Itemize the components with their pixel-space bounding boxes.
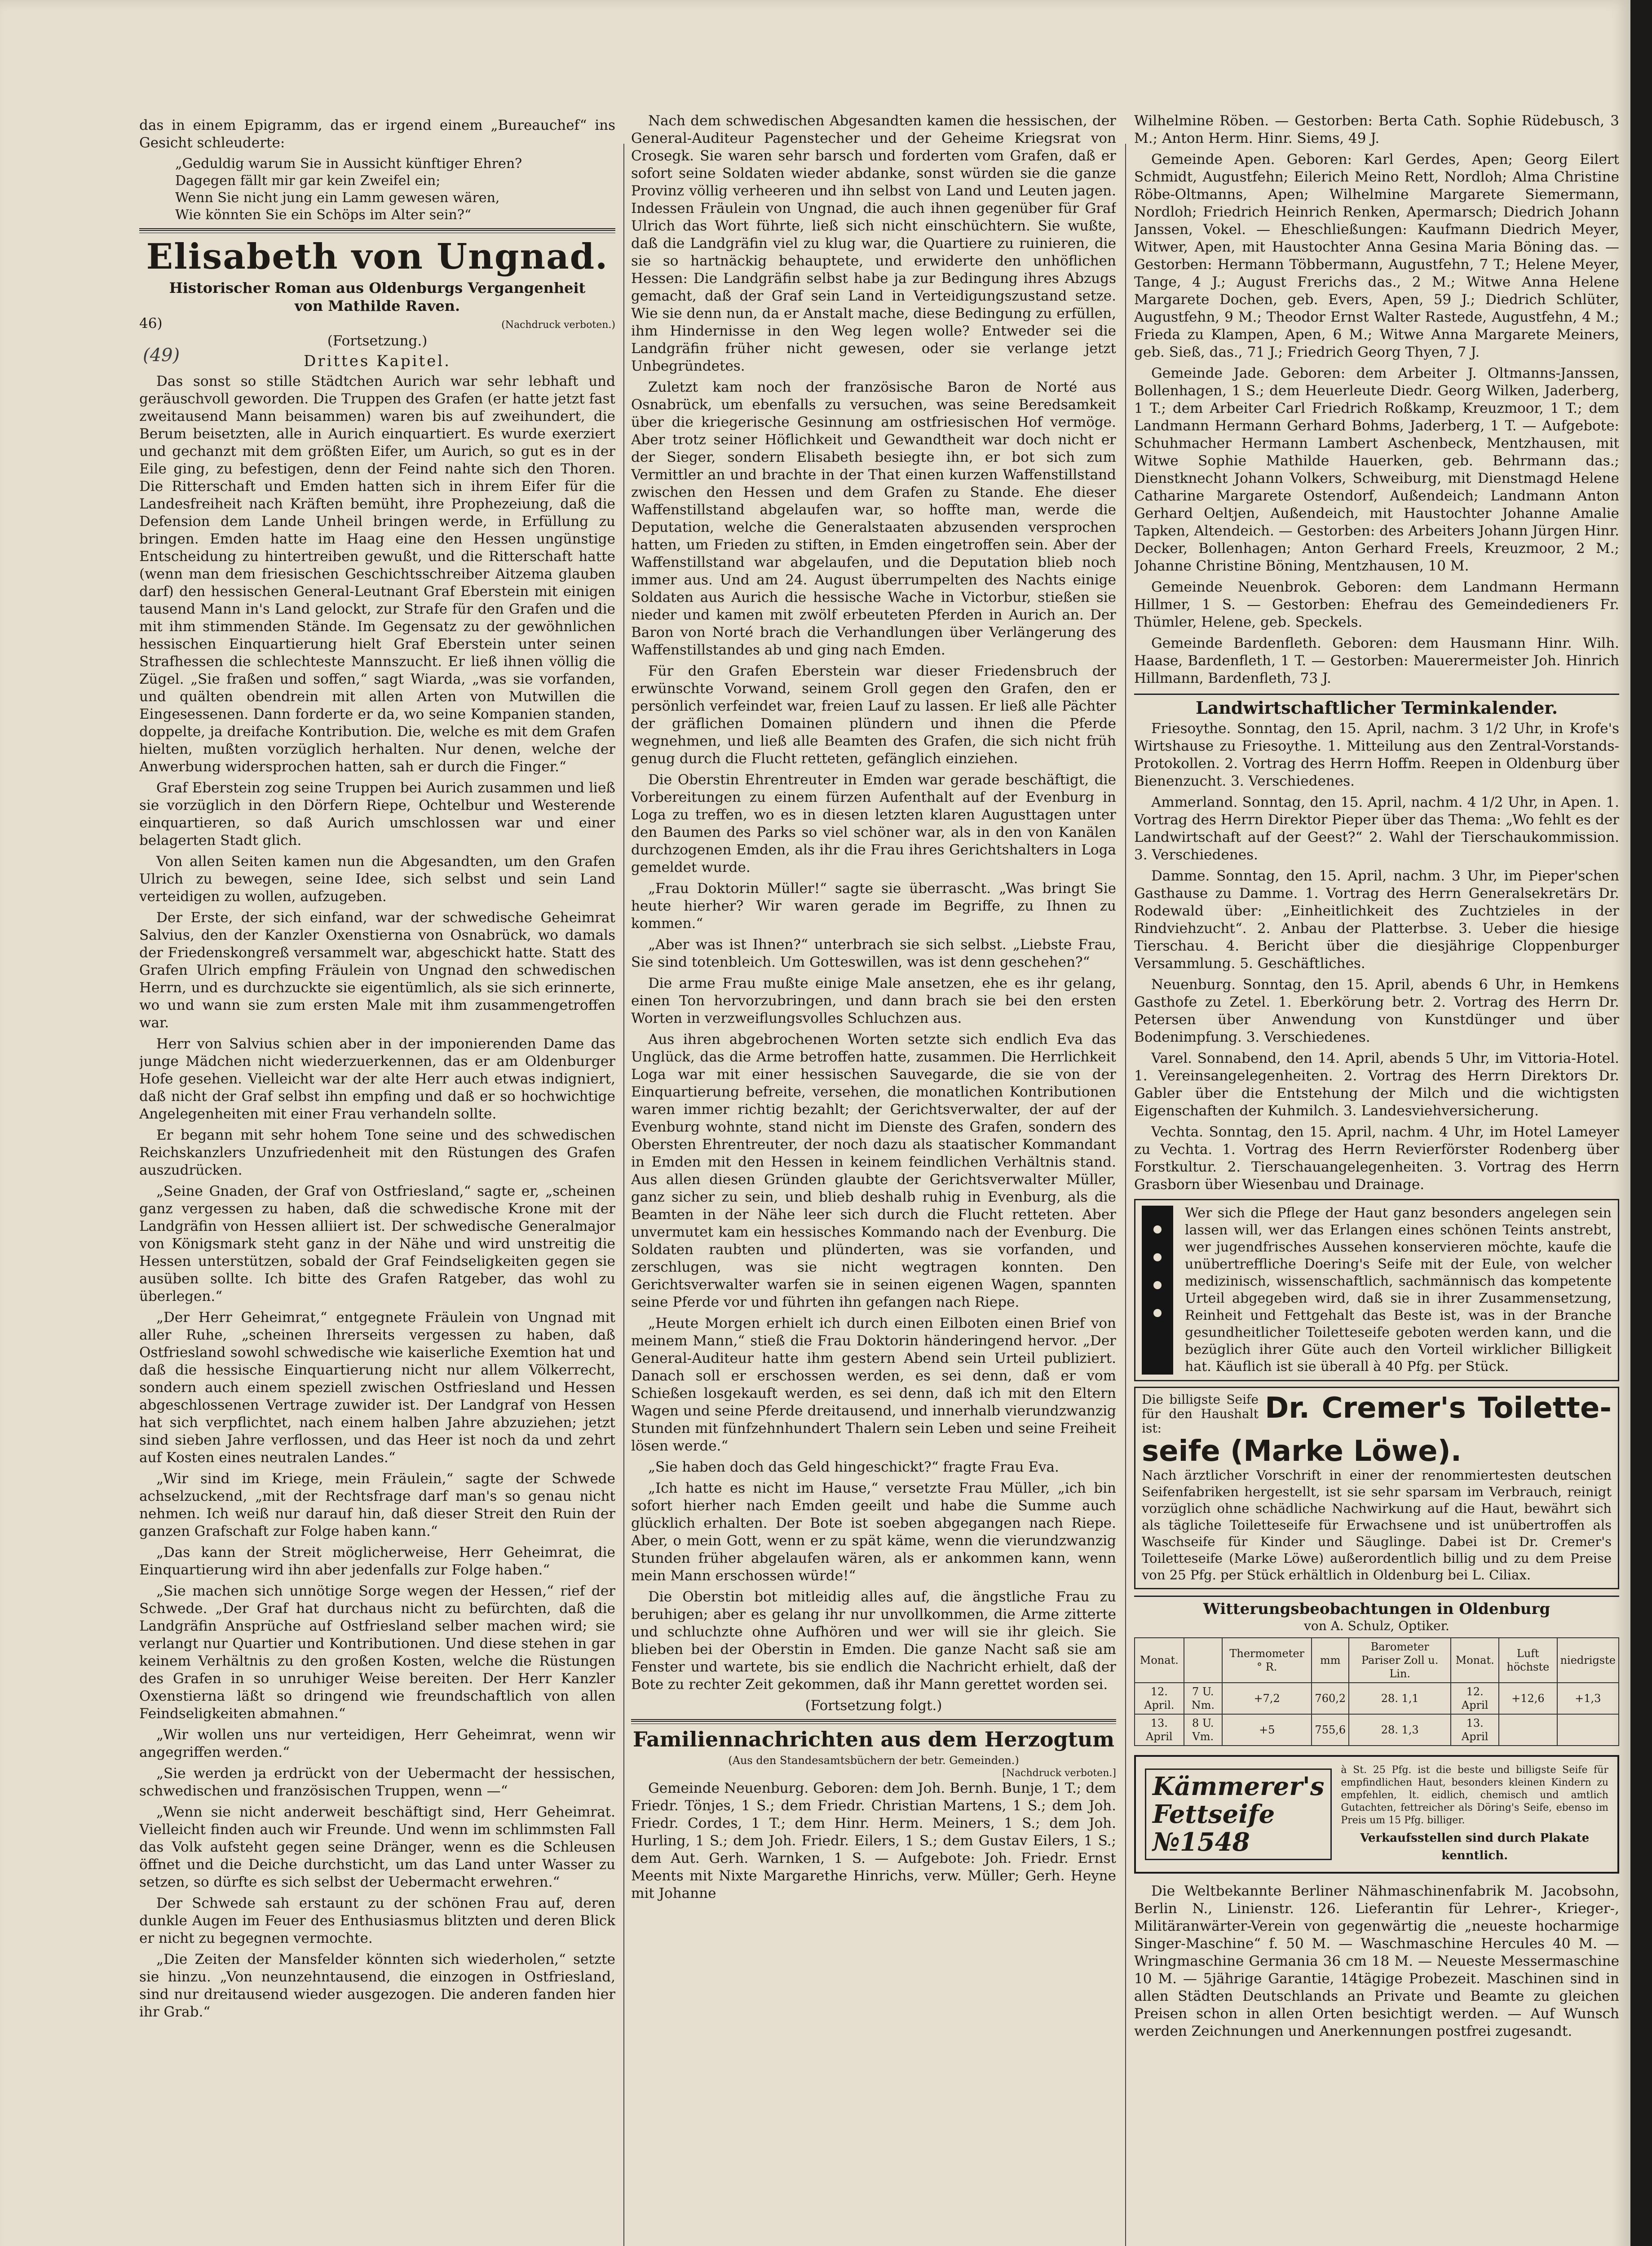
paragraph: Für den Grafen Eberstein war dieser Friedensbruch der erwünschte Vorwand, seinem Groll gegen den Grafen, den er persönlich verfeindet war, freien Lauf zu lassen. Er ließ alle Pächter der gräflichen Domainen plündern und ihnen die Pferde wegnehmen, und ließ alle Beamten des Grafen, die sich nicht früh genug durch die Flucht retteten, gefänglich einziehen. — [631, 663, 1116, 767]
calendar-entry: Damme. Sonntag, den 15. April, nachm. 3 Uhr, im Pieper'schen Gasthause zu Damme. 1. Vortrag des Herrn Generalsekretärs Dr. Rodewald über: „Einheitlichkeit des Zuchtzieles in der Rindviehzucht“. 2. Anbau der Platterbse. 3. Ueber die hiesige Tierschau. 4. Bericht über die diesjährige Cloppenburger Versammlung. 5. Geschäftliches. — [1134, 868, 1619, 972]
paragraph: Aus ihren abgebrochenen Worten setzte sich endlich Eva das Unglück, das die Arme betroffen hatte, zusammen. Die Herrlichkeit Loga war mit einer hessischen Sauvegarde, die sie von der Einquartierung befreite, versehen, die monatlichen Kontributionen waren immer richtig bezahlt; der Gerichtsverwalter, der auf der Evenburg wohnte, stand nicht im Dienste des Grafen, sondern des Obersten Ehrentreuter, der noch dazu als staatischer Kommandant in Emden mit den Hessen in keinem feindlichen Verhältnis stand. Aus allen diesen Gründen glaubte der Gerichtsverwalter Müller, ganz sicher zu sein, und blieb deshalb ruhig in Evenburg, als die Beamten in der Nähe leer sich durch die Flucht retteten. Aber unvermutet kam ein hessisches Kommando nach der Evenburg. Die Soldaten raubten und plünderten, was sie vorfanden, und zerschlugen, was sie nicht wegtragen konnten. Den Gerichtsverwalter warfen sie in seinen eigenen Wagen, spannten seine Pferde vor und führten ihn gefangen nach Riepe. — [631, 1031, 1116, 1310]
epigram-line: „Geduldig warum Sie in Aussicht künftiger Ehren? — [175, 156, 522, 172]
paragraph: Graf Eberstein zog seine Truppen bei Aurich zusammen und ließ sie vorzüglich in den Dörfern Riepe, Ochtelbur und Westerende einquartieren, so daß Aurich umschlossen war und einer belagerten Stadt glich. — [139, 780, 615, 849]
divider — [1134, 1596, 1619, 1597]
adjacent-page-edge — [1630, 0, 1652, 2246]
calendar-heading: Landwirtschaftlicher Terminkalender. — [1195, 698, 1558, 718]
column-middle — [631, 112, 1116, 2246]
paragraph: „Heute Morgen erhielt ich durch einen Eilboten einen Brief von meinem Mann,“ stieß die Frau Doktorin händeringend hervor. „Der General-Auditeur hatte ihm gestern Abend sein Urteil publiziert. Danach soll er erschossen werden, es sei denn, daß er vom Schießen losgekauft werden, es sei denn, daß ich mit den Eltern Wagen und seine Pferde dreitausend, und innerhalb vierundzwanzig Stunden mit fünfzehnhundert Thalern sein Leben und seine Freiheit lösen werde.“ — [631, 1315, 1116, 1454]
divider — [1134, 694, 1619, 695]
table-cell: 13. April — [1451, 1714, 1499, 1746]
table-header: Monat. — [1451, 1638, 1499, 1683]
paragraph: „Wenn sie nicht anderweit beschäftigt sind, Herr Geheimrat. Vielleicht finden auch wir Freunde. Und wenn im schlimmsten Fall das Volk aufsteht gegen seine Dränger, wenn es die Schleusen öffnet und die Deiche durchsticht, um das Land unter Wasser zu setzen, so dürfte es sich selbst der Uebermacht erwehren.“ — [139, 1804, 615, 1890]
table-row — [1135, 1683, 1619, 1714]
intro-text: das in einem Epigramm, das er irgend einem „Bureauchef“ ins Gesicht schleuderte: — [139, 117, 615, 151]
weather-table — [1134, 1637, 1619, 1746]
paragraph: „Frau Doktorin Müller!“ sagte sie überrascht. „Was bringt Sie heute hierher? Wir waren gerade im Begriffe, zu Ihnen zu kommen.“ — [631, 880, 1116, 932]
ad-headline: Dr. Cremer's Toilette-seife (Marke Löwe). — [1142, 1392, 1612, 1468]
column-left — [139, 117, 615, 2246]
table-cell: 28. 1,3 — [1349, 1714, 1451, 1746]
paragraph: Der Erste, der sich einfand, war der schwedische Geheimrat Salvius, den der Kanzler Oxenstierna von Osnabrück, wo damals der Friedenskongreß versammelt war, abgeschickt hatte. Statt des Grafen Ulrich empfing Fräulein von Ungnad den schwedischen Herrn, und es durchzuckte sie eigentümlich, als sie sich erinnerte, wo und wann sie zum ersten Male mit ihm zusammengetroffen war. — [139, 910, 615, 1031]
family-news-entry: Gemeinde Bardenfleth. Geboren: dem Hausmann Hinr. Wilh. Haase, Bardenfleth, 1 T. — Gestorben: Mauerermeister Joh. Hinrich Hillmann, Bardenfleth, 73 J. — [1134, 635, 1619, 686]
chapter-heading: Drittes Kapitel. — [304, 352, 451, 370]
paragraph: „Der Herr Geheimrat,“ entgegnete Fräulein von Ungnad mit aller Ruhe, „scheinen Ihrerseits vergessen zu haben, daß Ostfriesland sowohl schwedische wie kaiserliche Exemtion hat und daß die hessische Einquartierung nicht nur allem Völkerrecht, sondern auch einem speziell zwischen Ostfriesland und Hessen abgeschlossenen Vertrage zuwider ist. Der Landgraf von Hessen hat sich verpflichtet, nach einem halben Jahre abzuziehen; jetzt sind sieben Jahre verflossen, und das Heer ist noch da und zehrt auf Kosten eines neutralen Landes.“ — [139, 1309, 615, 1466]
paragraph: „Sie machen sich unnötige Sorge wegen der Hessen,“ rief der Schwede. „Der Graf hat durchaus nicht zu befürchten, daß die Landgräfin Ansprüche auf Ostfriesland selber machen wird; sie verlangt nur Quartier und Kontributionen. Und diese stehen in gar keinem Verhältnis zu den großen Kosten, welche die Rüstungen des Grafen in so unruhiger Weise bereiten. Der Herr Kanzler Oxenstierna läßt so dringend wie freundschaftlich von allen Feindseligkeiten abmahnen.“ — [139, 1583, 615, 1722]
table-header — [1184, 1638, 1222, 1683]
divider — [631, 1719, 1116, 1724]
novel-subtitle: Historischer Roman aus Oldenburgs Vergangenheit — [169, 279, 586, 296]
table-cell: 7 U. Nm. — [1184, 1683, 1222, 1714]
table-cell: 760,2 — [1312, 1683, 1349, 1714]
calendar-entry: Vechta. Sonntag, den 15. April, nachm. 4 Uhr, im Hotel Lameyer zu Vechta. 1. Vortrag des Herrn Revierförster Rodenberg über Forstkultur. 2. Tierschauangelegenheiten. 3. Vortrag des Herrn Grasborn über Wiesenbau und Drainage. — [1134, 1124, 1619, 1193]
kammerer-soap-ad — [1134, 1755, 1619, 1874]
reprint-note: [Nachdruck verboten.] — [1002, 1768, 1116, 1779]
weather-subheading: von A. Schulz, Optiker. — [1304, 1618, 1449, 1633]
paragraph: „Wir wollen uns nur verteidigen, Herr Geheimrat, wenn wir angegriffen werden.“ — [139, 1727, 615, 1760]
column-rule — [1125, 144, 1126, 2246]
column-rule — [623, 144, 624, 2246]
handwritten-page-mark: (49) — [143, 345, 180, 366]
to-be-continued: (Fortsetzung folgt.) — [805, 1698, 942, 1714]
ad-decorative-bar — [1142, 1206, 1173, 1375]
table-row — [1135, 1714, 1619, 1746]
sewing-machine-ad: Die Weltbekannte Berliner Nähmaschinenfabrik M. Jacobsohn, Berlin N., Linienstr. 126. Lieferantin für Lehrer-, Krieger-, Militäranwärter-Verein von gegenwärtig die „neueste hocharmige Singer-Maschine“ f. 50 M. — Waschmaschine Hercules 40 M. — Wringmaschine Germania 36 cm 18 M. — Neueste Messermaschine 10 M. — 5jährige Garantie, 14tägige Probezeit. Maschinen sind in allen Städten Deutschlands an Private und Beamte zu gleichen Preisen schon in allen Orten besichtigt werden. — Auf Wunsch werden Zeichnungen und Anerkennungen postfrei zugesandt. — [1134, 1883, 1619, 2039]
paragraph: Nach dem schwedischen Abgesandten kamen die hessischen, der General-Auditeur Pagenstecher und der Geheime Kriegsrat von Crosegk. Sie waren sehr barsch und forderten vom Grafen, daß er sofort seine Soldaten wieder abdanke, sonst würden sie die ganze Provinz völlig verheeren und ihn selbst von Land und Leuten jagen. Indessen Fräulein von Ungnad, die auch ihnen gegenüber für Graf Ulrich das Wort führte, ließ sich nicht einschüchtern. Sie wußte, daß die Landgräfin viel zu klug war, die Quartiere zu ruinieren, die sie so hartnäckig behauptete, und erwiderte den unhöflichen Hessen: Die Landgräfin selbst habe ja zur Bedingung ihres Abzugs gemacht, daß der Graf sein Land in Verteidigungszustand setze. Wie sie denn nun, da er Anstalt mache, diese Bedingung zu erfüllen, ihm Hindernisse in den Weg legen wolle? Entweder sei die Landgräfin früher nicht gewesen, oder sie verlange jetzt Unbegründetes. — [631, 113, 1116, 374]
paragraph: „Sie werden ja erdrückt von der Uebermacht der hessischen, schwedischen und französischen Truppen, wenn —“ — [139, 1765, 615, 1799]
table-header: Thermometer ° R. — [1222, 1638, 1312, 1683]
ad-text: Nach ärztlicher Vorschrift in einer der renommiertesten deutschen Seifenfabriken hergestellt, ist sie sehr sparsam im Verbrauch, reinigt vorzüglich ohne schädliche Nachwirkung auf die Haut, bewährt sich als tägliche Toiletteseife für Erwachsene und ist unübertroffen als Waschseife für Kinder und Säuglinge. Dabei ist Dr. Cremer's Toiletteseife (Marke Löwe) außerordentlich billig und zu dem Preise von 25 Pfg. per Stück erhältlich in Oldenburg bei L. Ciliax. — [1142, 1468, 1612, 1583]
epigram-line: Dagegen fällt mir gar kein Zweifel ein; — [175, 173, 441, 189]
paragraph: „Seine Gnaden, der Graf von Ostfriesland,“ sagte er, „scheinen ganz vergessen zu haben, daß die schwedische Krone mit der Landgräfin von Hessen alliiert ist. Der schwedische Generalmajor von Königsmark steht ganz in der Nähe und wird unstreitig die Hessen unterstützen, sobald der Graf Feindseligkeiten gegen sie ausüben sollte. Ich bitte des Grafen Ratgeber, das wohl zu überlegen.“ — [139, 1183, 615, 1304]
paragraph: Die Oberstin Ehrentreuter in Emden war gerade beschäftigt, die Vorbereitungen zu einem fürzen Aufenthalt auf der Evenburg in Loga zu treffen, wo es in diesen letzten klaren Augusttagen unter den Baumen des Parks so viel schöner war, als in den von Kanälen durchzogenen Emden, als ihr die Frau ihres Gerichtshalters in Loga gemeldet wurde. — [631, 772, 1116, 875]
novel-author: von Mathilde Raven. — [294, 297, 460, 314]
serial-number: 46) — [139, 315, 163, 332]
calendar-entry: Ammerland. Sonntag, den 15. April, nachm. 4 1/2 Uhr, in Apen. 1. Vortrag des Herrn Direktor Pieper über das Thema: „Wo fehlt es der Landwirtschaft auf der Geest?“ 2. Wahl der Tierschaukommission. 3. Verschiedenes. — [1134, 794, 1619, 863]
calendar-entry: Friesoythe. Sonntag, den 15. April, nachm. 3 1/2 Uhr, in Krofe's Wirtshause zu Friesoythe. 1. Mitteilung aus den Zentral-Vorstands-Protokollen. 2. Vortrag des Herrn Hoffm. Reepen in Oldenburg über Bienenzucht. 3. Verschiedenes. — [1134, 721, 1619, 789]
paragraph: „Aber was ist Ihnen?“ unterbrach sie sich selbst. „Liebste Frau, Sie sind totenbleich. Um Gotteswillen, was ist denn geschehen?“ — [631, 937, 1116, 970]
paragraph: Er begann mit sehr hohem Tone seine und des schwedischen Reichskanzlers Unzufriedenheit mit den Rüstungen des Grafen auszudrücken. — [139, 1127, 615, 1178]
table-cell: 12. April — [1451, 1683, 1499, 1714]
table-cell: 28. 1,1 — [1349, 1683, 1451, 1714]
epigram-line: Wenn Sie nicht jung ein Lamm gewesen wären, — [175, 190, 500, 206]
table-cell — [1499, 1714, 1557, 1746]
table-header: Barometer Pariser Zoll u. Lin. — [1349, 1638, 1451, 1683]
reprint-note: (Nachdruck verboten.) — [501, 319, 615, 331]
ad-text: à St. 25 Pfg. ist die beste und billigste Seife für empfindlichen Haut, besonders kleinen Kindern zu empfehlen, lt. eidlich, chemisch und amtlich Gutachten, fettreicher als Döring's Seife, ebenso im Preis um 15 Pfg. billiger. — [1341, 1764, 1608, 1826]
paragraph: Herr von Salvius schien aber in der imponierenden Dame das junge Mädchen nicht wiederzuerkennen, das er am Oldenburger Hofe gesehen. Vielleicht war der alte Herr auch etwas indigniert, daß nicht der Graf selbst ihn empfing und daß er so hochwichtige Angelegenheiten mit einer Frau verhandeln sollte. — [139, 1036, 615, 1122]
table-cell: 8 U. Vm. — [1184, 1714, 1222, 1746]
ad-text: Wer sich die Pflege der Haut ganz besonders angelegen sein lassen will, wer das Erlangen eines schönen Teints anstrebt, wer jugendfrisches Aussehen konservieren möchte, kaufe die unübertreffliche Doering's Seife mit der Eule, von welcher medizinisch, wissenschaftlich, sachmännisch das kompetente Urteil abgegeben wird, daß sie in ihrer Zusammensetzung, Reinheit und Fettgehalt das Beste ist, was in der Branche gesundheitlicher Toiletteseife geboten werden kann, und die bezüglich ihrer Güte auch den Vorteil wirklicher Billigkeit hat. Käuflich ist sie überall à 40 Pfg. per Stück. — [1185, 1205, 1612, 1375]
table-cell: +5 — [1222, 1714, 1312, 1746]
family-news-entry: Gemeinde Neuenbrok. Geboren: dem Landmann Hermann Hillmer, 1 S. — Gestorben: Ehefrau des Gemeindedieners Fr. Thümler, Helene, geb. Speckels. — [1134, 579, 1619, 630]
family-news-entry: Gemeinde Jade. Geboren: dem Arbeiter J. Oltmanns-Janssen, Bollenhagen, 1 S.; dem Heuerleute Diedr. Georg Wilken, Jaderberg, 1 T.; dem Arbeiter Carl Friedrich Roßkamp, Kreuzmoor, 1 T.; dem Landmann Hermann Gerhard Bohms, Jaderberg, 1 T. — Aufgebote: Schuhmacher Hermann Lambert Aschenbeck, Mentzhausen, mit Witwe Sophie Mathilde Hauerken, geb. Behrmann das.; Dienstknecht Johann Volkers, Schweiburg, mit Dienstmagd Helene Catharine Margarete Ostendorf, Außendeich; Landmann Anton Gerhard Oeltjen, Außendeich, mit Haustochter Johanne Amalie Tapken, Altendeich. — Gestorben: des Arbeiters Johann Jürgen Hinr. Decker, Bollenhagen; Anton Gerhard Freels, Kreuzmoor, 2 M.; Johanne Christine Böning, Mentzhausen, 10 M. — [1134, 365, 1619, 574]
paragraph: „Sie haben doch das Geld hingeschickt?“ fragte Frau Eva. — [648, 1459, 1059, 1475]
table-cell: +12,6 — [1499, 1683, 1557, 1714]
paragraph: Zuletzt kam noch der französische Baron de Norté aus Osnabrück, um ebenfalls zu versuchen, was seine Beredsamkeit über die kriegerische Gesinnung am ostfriesischen Hof vermöge. Aber trotz seiner Höflichkeit und Gewandtheit war doch nicht er der Sieger, sondern Elisabeth besiegte ihn, er bot sich zum Vermittler an und brachte in der That einen kurzen Waffenstillstand zwischen den Hessen und dem Grafen zu Stande. Ehe dieser Waffenstillstand abgelaufen war, so hoffte man, werde die Deputation, welche die Generalstaaten abzusenden versprochen hatten, um Frieden zu stiften, in Emden eingetroffen sein. Aber der Waffenstillstand war abgelaufen, und die Deputation blieb noch immer aus. Und am 24. August überrumpelten des Nachts einige Soldaten aus Aurich die hessische Wache in Victorbur, stießen sie nieder und kamen mit zwölf erbeuteten Pferden in Aurich an. Der Baron von Norté brach die Verhandlungen über Verlängerung des Waffenstillstandes ab und ging nach Emden. — [631, 379, 1116, 658]
table-cell: +1,3 — [1557, 1683, 1619, 1714]
ad-lead: Die billigste Seife für den Haushalt ist: — [1142, 1392, 1259, 1436]
table-cell: 12. April. — [1135, 1683, 1184, 1714]
paragraph: Der Schwede sah erstaunt zu der schönen Frau auf, deren dunkle Augen im Feuer des Enthusiasmus blitzten und deren Blick er nicht zu begegnen vermochte. — [139, 1895, 615, 1946]
continuation-note: (Fortsetzung.) — [327, 333, 428, 349]
table-header: Monat. — [1135, 1638, 1184, 1683]
table-header: Luft höchste — [1499, 1638, 1557, 1683]
calendar-entry: Varel. Sonnabend, den 14. April, abends 5 Uhr, im Vittoria-Hotel. 1. Vereinsangelegenheiten. 2. Vortrag des Herrn Direktors Dr. Gabler über die Entstehung der Milch und die wichtigsten Eigenschaften der Kuhmilch. 3. Landesviehversicherung. — [1134, 1050, 1619, 1119]
paragraph: „Ich hatte es nicht im Hause,“ versetzte Frau Müller, „ich bin sofort hierher nach Emden geeilt und habe die Summe auch glücklich erhalten. Der Bote ist soeben abgegangen nach Riepe. Aber, o mein Gott, wenn er zu spät käme, wenn die vierundzwanzig Stunden früher abgelaufen wären, als er ankommen kann, wenn mein Mann erschossen würde!“ — [631, 1480, 1116, 1584]
family-news-source: (Aus den Standesamtsbüchern der betr. Gemeinden.) — [728, 1754, 1019, 1767]
epigram — [139, 155, 615, 224]
epigram-line: Wie könnten Sie ein Schöps im Alter sein?“ — [175, 207, 472, 223]
table-cell: +7,2 — [1222, 1683, 1312, 1714]
ad-footer: Verkaufsstellen sind durch Plakate kenntlich. — [1360, 1831, 1590, 1862]
paragraph: Das sonst so stille Städtchen Aurich war sehr lebhaft und geräuschvoll geworden. Die Truppen des Grafen (er hatte jetzt fast zweitausend Mann beisammen) waren bis auf zweihundert, die Berum beisetzten, alle in Aurich einquartiert. Es wurde exerziert und gechanzt mit dem größten Eifer, um Aurich, so gut es in der Eile ging, zu befestigen, denn der Feind nahte sich den Thoren. Die Ritterschaft und Emden hatten sich in ihrem Eifer für die Landesfreiheit nach Kräften bemüht, ihre Prophezeiung, daß die Defension dem Lande Unheil bringen werde, in Erfüllung zu bringen. Emden hatte im Haag eine den Hessen ungünstige Entscheidung zu hintertreiben gewußt, und die Ritterschaft hatte (wenn man dem friesischen Geschichtsschreiber Aitzema glauben darf) den hessischen General-Leutnant Graf Eberstein mit einigen tausend Mann in's Land gelockt, zur Strafe für den Grafen und die mit ihm stimmenden Stände. Im Gegensatz zu der gewöhnlichen hessischen Einquartierung hielt Graf Eberstein unter seinen Strafhessen die schlechteste Mannszucht. Er ließ ihnen völlig die Zügel. „Sie fraßen und soffen,“ sagt Wiarda, „was sie vorfanden, und quälten obendrein mit allen Arten von Mutwillen die Eingesessenen. Dann forderte er da, wo seine Kompanien standen, doppelte, ja dreifache Kontribution. Die, welche es mit dem Grafen hielten, mußten vorzüglich herhalten. Nur denen, welche der Anwerbung widersprochen hatten, sah er durch die Finger.“ — [139, 373, 615, 775]
column-right — [1134, 112, 1619, 2246]
divider — [139, 228, 615, 233]
paragraph: Die arme Frau mußte einige Male ansetzen, ehe es ihr gelang, einen Ton hervorzubringen, und dann brach sie bei den ersten Worten in verzweiflungsvolles Schluchzen aus. — [631, 975, 1116, 1026]
doering-soap-ad — [1134, 1199, 1619, 1381]
weather-heading: Witterungsbeobachtungen in Oldenburg — [1203, 1600, 1550, 1618]
paragraph: „Wir sind im Kriege, mein Fräulein,“ sagte der Schwede achselzuckend, „mit der Rechtsfrage darf man's so genau nicht nehmen. Ich weiß nur darauf hin, daß dieser Streit den Ruin der ganzen Grafschaft zur Folge haben kann.“ — [139, 1471, 615, 1539]
paragraph: Die Oberstin bot mitleidig alles auf, die ängstliche Frau zu beruhigen; aber es gelang ihr nur unvollkommen, die Arme zitterte und schluchzte ohne Aufhören und wer will sie ihr gleich. Sie blieben bei der Oberstin in Emden. Die ganze Nacht saß sie am Fenster und wartete, bis sie endlich die Nachricht erhielt, daß der Bote zu rechter Zeit gekommen, daß ihr Mann gerettet worden sei. — [631, 1589, 1116, 1693]
cremer-soap-ad — [1134, 1387, 1619, 1589]
kammerer-logo: Kämmerer's Fettseife №1548 — [1145, 1769, 1332, 1860]
novel-title: Elisabeth von Ungnad. — [146, 236, 609, 277]
table-header: mm — [1312, 1638, 1349, 1683]
family-news-entry: Gemeinde Neuenburg. Geboren: dem Joh. Bernh. Bunje, 1 T.; dem Friedr. Tönjes, 1 S.; dem Friedr. Christian Martens, 1 S.; dem Joh. Friedr. Cordes, 1 T.; dem Hinr. Herm. Meiners, 1 S.; dem Joh. Hurling, 1 S.; dem Joh. Friedr. Eilers, 1 S.; dem Gustav Eilers, 1 S.; dem Aut. Gerh. Warnken, 1 S. — Aufgebote: Joh. Friedr. Ernst Meents mit Nixte Margarethe Hinrichs, verw. Müller; Gerh. Heyne mit Johanne — [631, 1780, 1116, 1901]
table-cell: 13. April — [1135, 1714, 1184, 1746]
table-header: niedrigste — [1557, 1638, 1619, 1683]
paragraph: „Die Zeiten der Mansfelder könnten sich wiederholen,“ setzte sie hinzu. „Von neunzehntausend, die einzogen in Ostfriesland, sind nur dreitausend wieder ausgezogen. Die anderen fanden hier ihr Grab.“ — [139, 1951, 615, 2020]
family-news-entry: Wilhelmine Röben. — Gestorben: Berta Cath. Sophie Rüdebusch, 3 M.; Anton Herm. Hinr. Siems, 49 J. — [1134, 113, 1619, 146]
table-header-row — [1135, 1638, 1619, 1683]
family-news-heading: Familiennachrichten aus dem Herzogtum — [632, 1727, 1115, 1751]
calendar-entry: Neuenburg. Sonntag, den 15. April, abends 6 Uhr, in Hemkens Gasthofe zu Zetel. 1. Eberkörung betr. 2. Vortrag des Herrn Dr. Petersen über Anwendung von Kunstdünger und über Bodenimpfung. 3. Verschiedenes. — [1134, 977, 1619, 1045]
table-cell — [1557, 1714, 1619, 1746]
paragraph: Von allen Seiten kamen nun die Abgesandten, um den Grafen Ulrich zu bewegen, seine Idee, sich selbst und sein Land verteidigen zu wollen, aufzugeben. — [139, 853, 615, 905]
table-cell: 755,6 — [1312, 1714, 1349, 1746]
family-news-entry: Gemeinde Apen. Geboren: Karl Gerdes, Apen; Georg Eilert Schmidt, Augustfehn; Eilerich Meino Rett, Nordloh; Alma Christine Röbe-Oltmanns, Apen; Wilhelmine Margarete Siemermann, Nordloh; Friedrich Heinrich Renken, Apermarsch; Diedrich Johann Janssen, Vokel. — Eheschließungen: Kaufmann Diedrich Meyer, Witwer, Apen, mit Haustochter Anna Gesina Maria Böning das. — Gestorben: Hermann Többermann, Augustfehn, 7 T.; Helene Meyer, Tange, 4 J.; August Frerichs das., 2 M.; Witwe Anna Helene Margarete Dochen, geb. Evers, Apen, 59 J.; Diedrich Schlüter, Augustfehn, 9 M.; Theodor Ernst Walter Rastede, Augustfehn, 4 M.; Frieda zu Klampen, Apen, 6 M.; Witwe Anna Margarete Meiners, geb. Sieß, das., 71 J.; Friedrich Georg Thyen, 7 J. — [1134, 151, 1619, 360]
paragraph: „Das kann der Streit möglicherweise, Herr Geheimrat, die Einquartierung wird ihn aber jedenfalls zur Folge haben.“ — [139, 1544, 615, 1578]
